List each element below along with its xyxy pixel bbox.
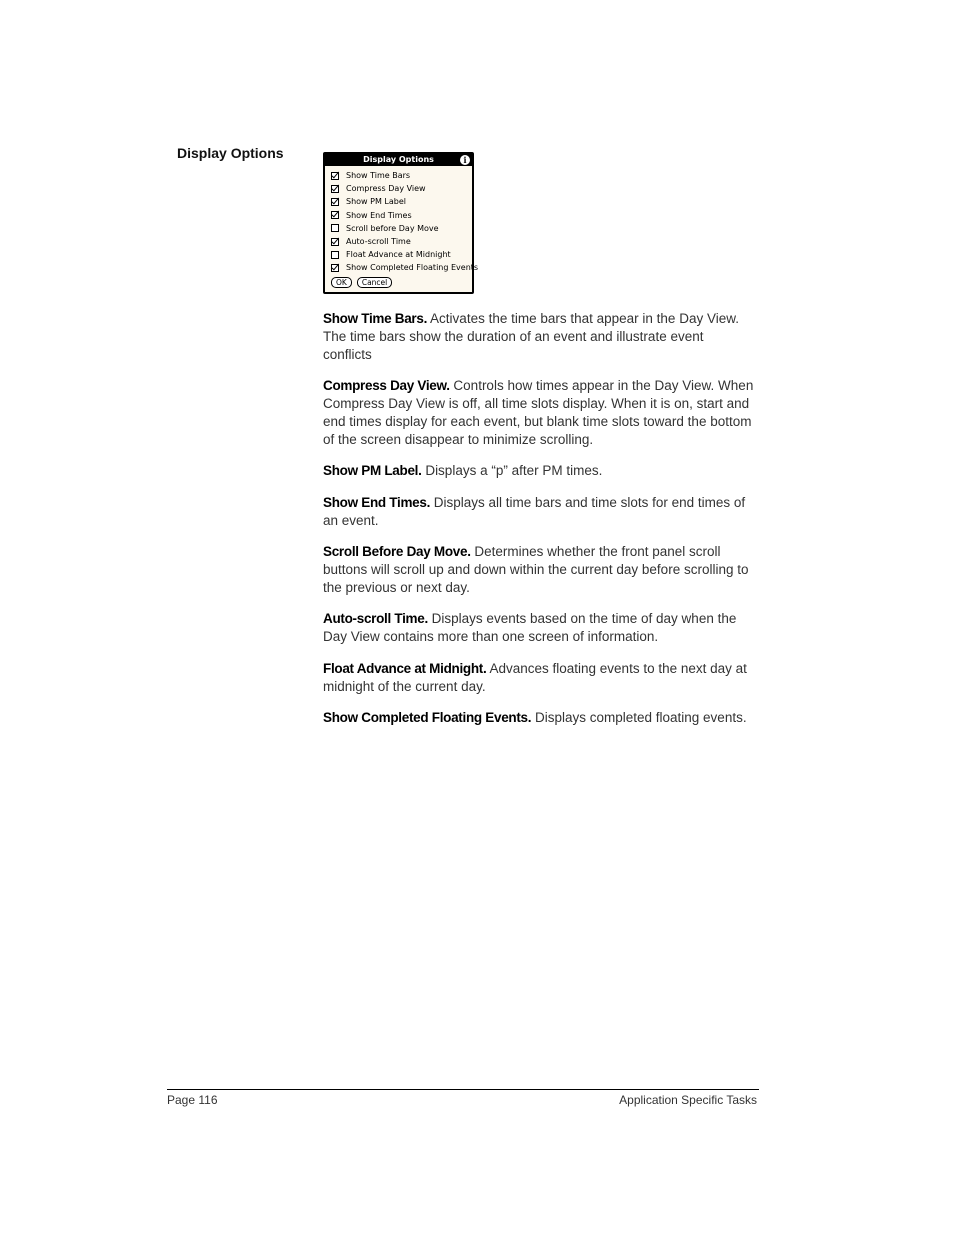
option-label: Scroll before Day Move — [346, 223, 439, 233]
dialog-button-row — [331, 277, 392, 288]
display-options-dialog-screenshot — [323, 152, 479, 294]
section-heading: Display Options — [177, 145, 284, 161]
dialog-title-bar — [325, 154, 472, 166]
dialog-title: Display Options — [363, 155, 434, 164]
option-label: Show End Times — [346, 210, 412, 220]
option-descriptions — [323, 310, 755, 727]
option-show-completed-floating-events — [331, 261, 479, 274]
checkbox-icon — [331, 185, 339, 193]
options-list — [325, 169, 479, 275]
option-auto-scroll-time — [331, 235, 472, 248]
cancel-button: Cancel — [357, 277, 392, 288]
checkbox-icon — [331, 172, 339, 180]
description-term: Compress Day View. — [323, 378, 450, 393]
description-text: Controls how times appear in the Day View. When Compress Day View is off, all time slots display. When it is on, start and end times display for each event, but blank time slots toward the bottom of the screen disappear to minimize scrolling. — [323, 378, 754, 447]
description-text: Advances floating events to the next day at midnight of the current day. — [323, 661, 747, 694]
description-term: Show Time Bars. — [323, 311, 428, 326]
footer-section-title: Application Specific Tasks — [619, 1093, 757, 1107]
option-show-end-times — [331, 209, 472, 222]
checkbox-icon — [331, 198, 339, 206]
description-auto-scroll-time — [323, 610, 755, 646]
description-term: Show PM Label. — [323, 463, 422, 478]
description-compress-day-view — [323, 377, 755, 449]
option-label: Show Completed Floating Events — [346, 263, 479, 273]
footer-divider — [167, 1089, 759, 1090]
option-label: Compress Day View — [346, 184, 426, 194]
description-text: Displays events based on the time of day when the Day View contains more than one screen of information. — [323, 611, 737, 644]
checkbox-icon — [331, 211, 339, 219]
description-term: Show End Times. — [323, 495, 431, 510]
checkbox-icon — [331, 264, 339, 272]
description-text: Determines whether the front panel scroll buttons will scroll up and down within the current day before scrolling to the previous or next day. — [323, 544, 749, 595]
option-label: Show Time Bars — [346, 171, 411, 181]
description-show-time-bars — [323, 310, 755, 364]
option-show-pm-label — [331, 195, 472, 208]
description-term: Auto-scroll Time. — [323, 611, 428, 626]
description-term: Float Advance at Midnight. — [323, 661, 487, 676]
description-show-pm-label — [323, 462, 755, 480]
option-label: Float Advance at Midnight — [346, 250, 451, 260]
checkbox-icon — [331, 251, 339, 259]
description-text: Displays all time bars and time slots for end times of an event. — [323, 495, 746, 528]
option-scroll-before-day-move — [331, 222, 472, 235]
checkbox-icon — [331, 224, 339, 232]
description-term: Show Completed Floating Events. — [323, 710, 532, 725]
option-show-time-bars — [331, 169, 472, 182]
description-text: Displays completed floating events. — [531, 710, 747, 725]
ok-button: OK — [331, 277, 352, 288]
checkbox-icon — [331, 238, 339, 246]
info-icon: i — [460, 155, 470, 165]
description-scroll-before-day-move — [323, 543, 755, 597]
option-label: Show PM Label — [346, 197, 406, 207]
description-float-advance-at-midnight — [323, 660, 755, 696]
description-text: Activates the time bars that appear in the Day View. The time bars show the duration of an event and illustrate event conflicts — [323, 311, 739, 362]
option-label: Auto-scroll Time — [346, 237, 411, 247]
description-show-end-times — [323, 494, 755, 530]
page-number: Page 116 — [167, 1093, 218, 1107]
description-term: Scroll Before Day Move. — [323, 544, 471, 559]
description-text: Displays a “p” after PM times. — [421, 463, 603, 478]
option-float-advance-at-midnight — [331, 248, 472, 261]
option-compress-day-view — [331, 182, 472, 195]
description-show-completed-floating-events — [323, 709, 755, 727]
